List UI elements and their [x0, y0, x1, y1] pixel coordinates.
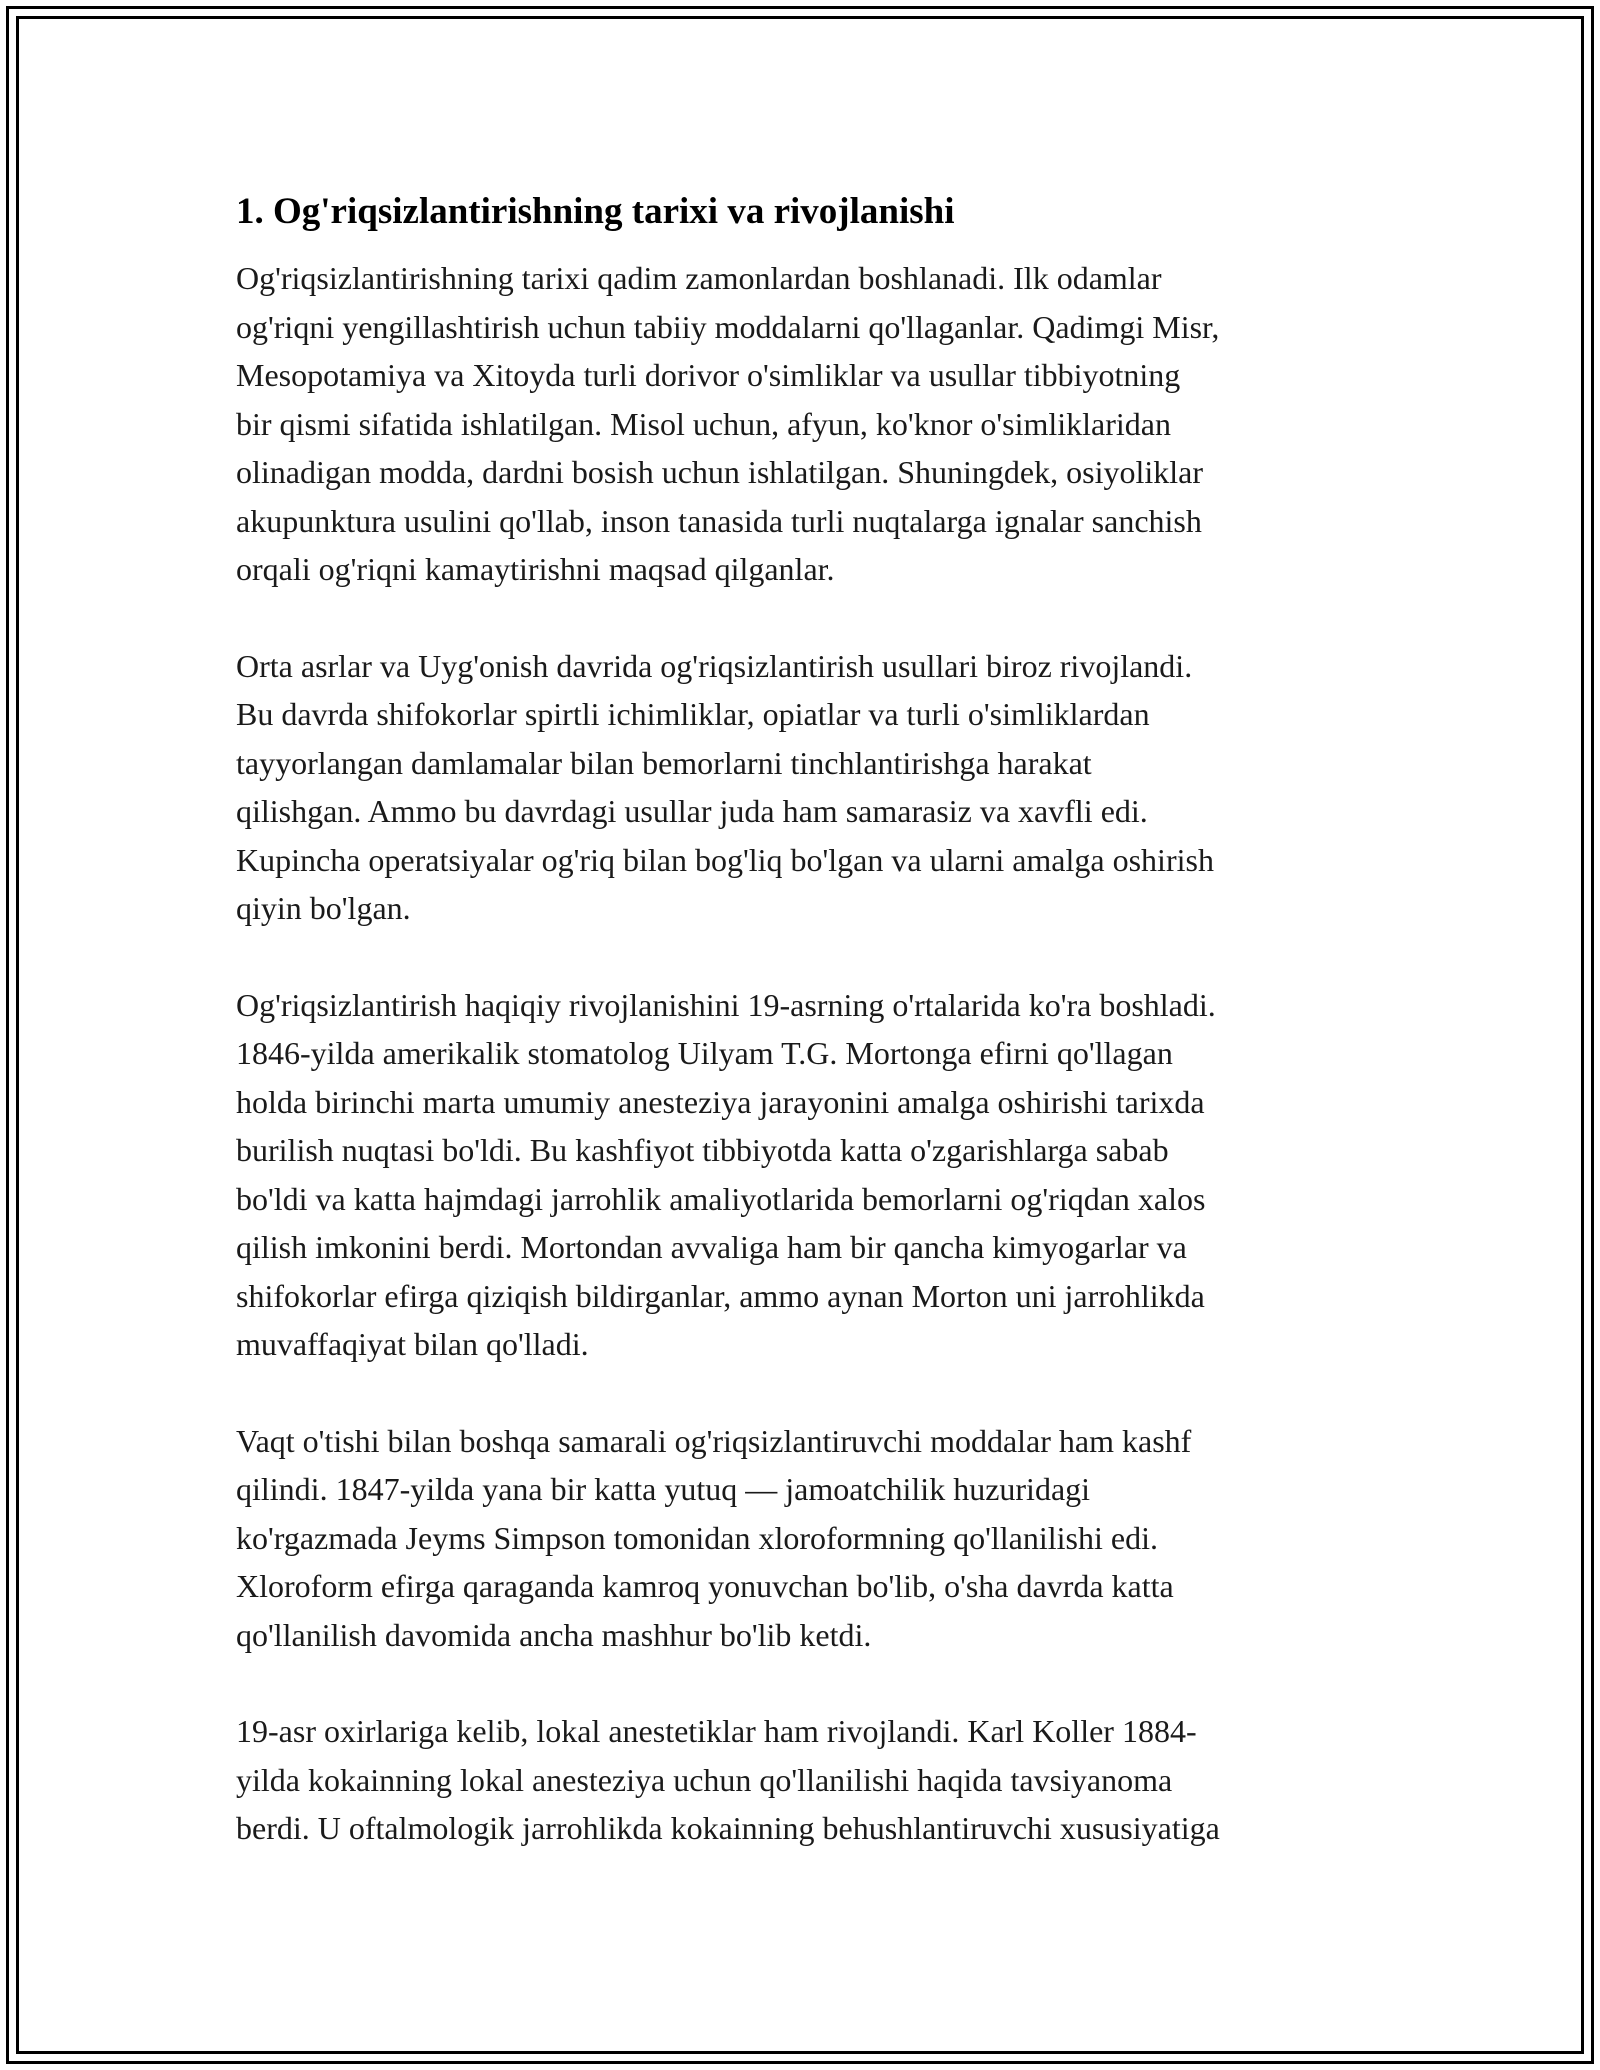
paragraph-line: Og'riqsizlantirish haqiqiy rivojlanishini 19-asrning o'rtalarida ko'ra boshladi.	[236, 986, 1216, 1023]
paragraph	[236, 1707, 1376, 1853]
paragraph-line: Xloroform efirga qaraganda kamroq yonuvchan bo'lib, o'sha davrda katta	[236, 1568, 1174, 1604]
paragraph-line: orqali og'riqni kamaytirishni maqsad qilganlar.	[236, 551, 835, 587]
paragraph	[236, 254, 1376, 594]
paragraph-line: Bu davrda shifokorlar spirtli ichimliklar, opiatlar va turli o'simliklardan	[236, 696, 1150, 732]
paragraph-line: og'riqni yengillashtirish uchun tabiiy moddalarni qo'llaganlar. Qadimgi Misr,	[236, 308, 1220, 345]
paragraph-line: olinadigan modda, dardni bosish uchun ishlatilgan. Shuningdek, osiyoliklar	[236, 454, 1203, 490]
document-body	[236, 186, 1376, 1901]
section-heading: 1. Og'riqsizlantirishning tarixi va rivojlanishi	[236, 191, 955, 232]
paragraph-line: shifokorlar efirga qiziqish bildirganlar, ammo aynan Morton uni jarrohlikda	[236, 1277, 1205, 1314]
paragraph-line: qilishgan. Ammo bu davrdagi usullar juda ham samarasiz va xavfli edi.	[236, 793, 1148, 829]
paragraph-line: Vaqt o'tishi bilan boshqa samarali og'riqsizlantiruvchi moddalar ham kashf	[236, 1422, 1192, 1459]
paragraph-line: qilindi. 1847-yilda yana bir katta yutuq — jamoatchilik huzuridagi	[236, 1471, 1091, 1507]
paragraph-line: Kupincha operatsiyalar og'riq bilan bog'liq bo'lgan va ularni amalga oshirish	[236, 841, 1214, 878]
paragraph-line: ko'rgazmada Jeyms Simpson tomonidan xloroformning qo'llanilishi edi.	[236, 1519, 1158, 1556]
paragraph-line: qiyin bo'lgan.	[236, 890, 411, 926]
paragraph	[236, 642, 1376, 933]
paragraph-line: akupunktura usulini qo'llab, inson tanasida turli nuqtalarga ignalar sanchish	[236, 502, 1202, 539]
paragraph	[236, 981, 1376, 1369]
paragraph-line: berdi. U oftalmologik jarrohlikda kokainning behushlantiruvchi xususiyatiga	[236, 1810, 1220, 1846]
paragraph-line: qilish imkonini berdi. Mortondan avvaliga ham bir qancha kimyogarlar va	[236, 1229, 1187, 1265]
paragraph-line: yilda kokainning lokal anesteziya uchun qo'llanilishi haqida tavsiyanoma	[236, 1761, 1173, 1798]
paragraph-line: bo'ldi va katta hajmdagi jarrohlik amaliyotlarida bemorlarni og'riqdan xalos	[236, 1180, 1206, 1217]
paragraph	[236, 1417, 1376, 1660]
paragraph-line: Mesopotamiya va Xitoyda turli dorivor o'simliklar va usullar tibbiyotning	[236, 357, 1181, 393]
paragraph-line: 1846-yilda amerikalik stomatolog Uilyam T.G. Mortonga efirni qo'llagan	[236, 1035, 1173, 1071]
paragraph-line: Orta asrlar va Uyg'onish davrida og'riqsizlantirish usullari biroz rivojlandi.	[236, 647, 1193, 684]
paragraph-list	[236, 254, 1376, 1853]
paragraph-line: Og'riqsizlantirishning tarixi qadim zamonlardan boshlanadi. Ilk odamlar	[236, 260, 1162, 296]
paragraph-line: 19-asr oxirlariga kelib, lokal anestetiklar ham rivojlandi. Karl Koller 1884-	[236, 1713, 1197, 1749]
paragraph-line: burilish nuqtasi bo'ldi. Bu kashfiyot tibbiyotda katta o'zgarishlarga sabab	[236, 1132, 1169, 1168]
paragraph-line: qo'llanilish davomida ancha mashhur bo'lib ketdi.	[236, 1616, 872, 1653]
paragraph-line: holda birinchi marta umumiy anesteziya jarayonini amalga oshirishi tarixda	[236, 1083, 1205, 1120]
paragraph-line: tayyorlangan damlamalar bilan bemorlarni tinchlantirishga harakat	[236, 744, 1092, 781]
paragraph-line: muvaffaqiyat bilan qo'lladi.	[236, 1326, 589, 1362]
paragraph-line: bir qismi sifatida ishlatilgan. Misol uchun, afyun, ko'knor o'simliklaridan	[236, 405, 1171, 442]
